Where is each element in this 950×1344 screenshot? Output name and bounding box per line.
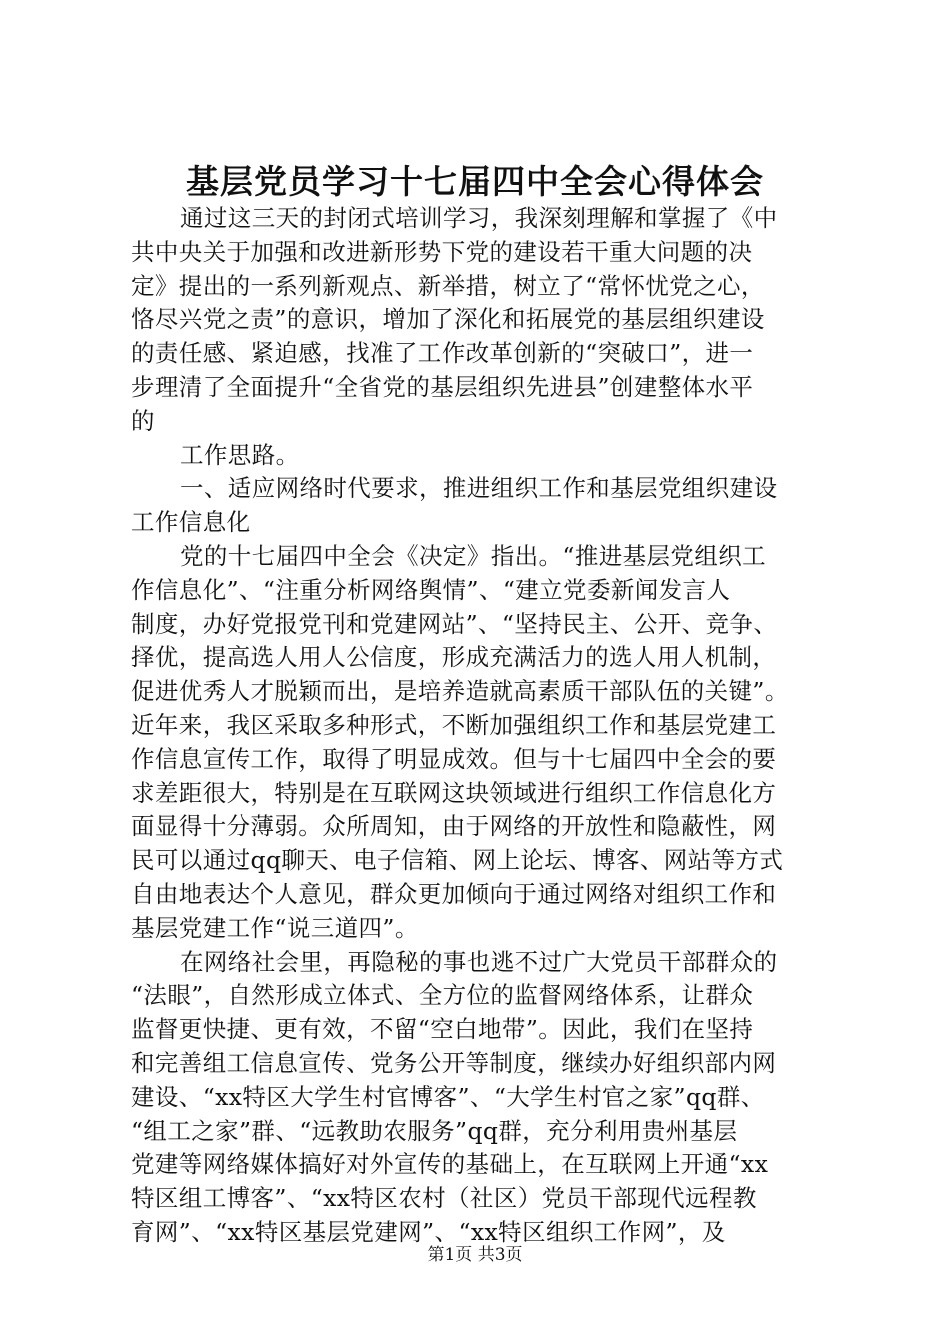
body-text-line: 工作思路。	[180, 440, 300, 469]
body-text-line: 工作信息化	[131, 508, 251, 537]
body-text-line: 育网”、“xx特区基层党建网”、“xx特区组织工作网”，及	[131, 1217, 726, 1246]
body-text-line: 作信息化”、“注重分析网络舆情”、“建立党委新闻发言人	[131, 575, 731, 604]
body-text-line: 恪尽兴党之责”的意识，增加了深化和拓展党的基层组织建设	[131, 305, 765, 334]
body-text-line: 党建等网络媒体搞好对外宣传的基础上，在互联网上开通“xx	[131, 1150, 769, 1179]
body-text-line: 特区组工博客”、“xx特区农村（社区）党员干部现代远程教	[131, 1184, 757, 1213]
body-text-line: 作信息宣传工作，取得了明显成效。但与十七届四中全会的要	[131, 744, 777, 773]
body-text-line: 步理清了全面提升“全省党的基层组织先进县”创建整体水平	[131, 372, 754, 401]
body-text-line: 促进优秀人才脱颖而出，是培养造就高素质干部队伍的关键”。	[131, 677, 789, 706]
page-footer: 第1页 共3页	[427, 1245, 523, 1265]
body-text-line: 定》提出的一系列新观点、新举措，树立了“常怀忧党之心，	[131, 271, 765, 300]
body-text-line: 建设、“xx特区大学生村官博客”、“大学生村官之家”qq群、	[131, 1082, 765, 1111]
body-text-line: 共中央关于加强和改进新形势下党的建设若干重大问题的决	[131, 237, 753, 266]
body-text-line: 的	[131, 406, 155, 435]
body-text-line: 择优，提高选人用人公信度，形成充满活力的选人用人机制，	[131, 643, 777, 672]
document-title: 基层党员学习十七届四中全会心得体会	[186, 162, 764, 201]
body-text-line: 近年来，我区采取多种形式，不断加强组织工作和基层党建工	[131, 710, 777, 739]
body-text-line: 自由地表达个人意见，群众更加倾向于通过网络对组织工作和	[131, 879, 777, 908]
body-text-line: 和完善组工信息宣传、党务公开等制度，继续办好组织部内网	[131, 1048, 777, 1077]
body-text-line: “组工之家”群、“远教助农服务”qq群，充分利用贵州基层	[131, 1116, 738, 1145]
body-text-line: 在网络社会里，再隐秘的事也逃不过广大党员干部群众的	[180, 947, 778, 976]
body-text-line: 通过这三天的封闭式培训学习，我深刻理解和掌握了《中	[180, 204, 778, 232]
body-text-line: 党的十七届四中全会《决定》指出。“推进基层党组织工	[180, 541, 767, 570]
body-text-line: 求差距很大，特别是在互联网这块领域进行组织工作信息化方	[131, 778, 777, 807]
document-body	[131, 202, 821, 1250]
body-text-line: 监督更快捷、更有效，不留“空白地带”。因此，我们在坚持	[131, 1015, 754, 1044]
body-text-line: 一、适应网络时代要求，推进组织工作和基层党组织建设	[180, 474, 778, 503]
body-text-line: 的责任感、紧迫感，找准了工作改革创新的“突破口”，进一	[131, 339, 754, 368]
body-text-line: 制度，办好党报党刊和党建网站”、“坚持民主、公开、竞争、	[131, 609, 778, 638]
body-text-line: 面显得十分薄弱。众所周知，由于网络的开放性和隐蔽性，网	[131, 812, 777, 841]
body-text-line: “法眼”，自然形成立体式、全方位的监督网络体系，让群众	[131, 981, 754, 1010]
body-text-line: 基层党建工作“说三道四”。	[131, 913, 419, 942]
body-text-line: 民可以通过qq聊天、电子信箱、网上论坛、博客、网站等方式	[131, 846, 784, 875]
